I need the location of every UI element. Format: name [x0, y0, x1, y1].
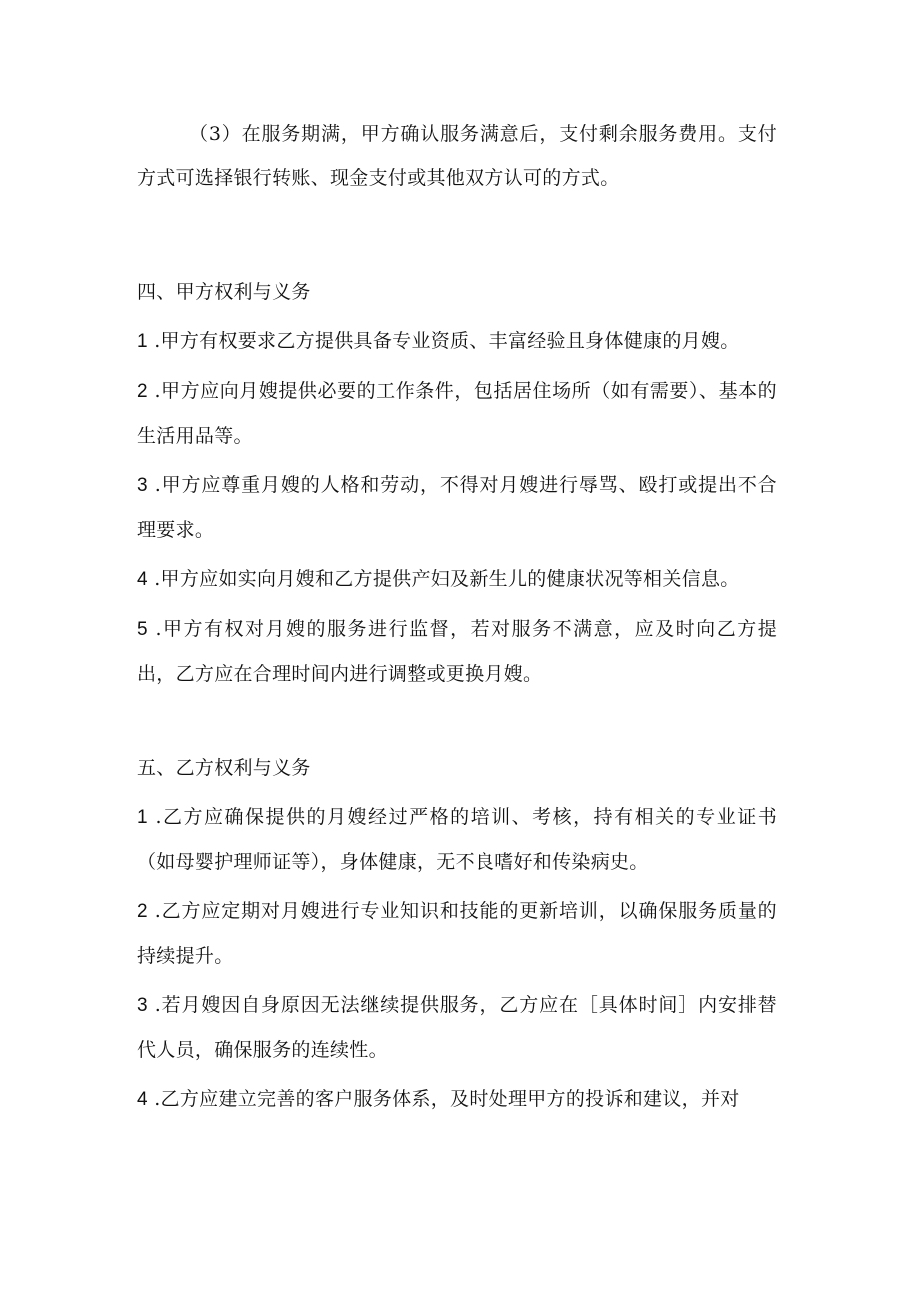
party-a-clause-1: [137, 319, 777, 364]
section-heading-party-a-rights: 四、甲方权利与义务: [137, 281, 311, 303]
clause-number: 4: [137, 1089, 148, 1110]
party-b-clause-2: [137, 889, 777, 978]
clause-number: 1: [137, 331, 148, 352]
document-body: [137, 112, 777, 1122]
clause-text: .若月嫂因自身原因无法继续提供服务，乙方应在［具体时间］内安排替代人员，确保服务的连续性。: [137, 994, 777, 1061]
clause-number: 2: [137, 901, 148, 922]
clause-number: 5: [137, 619, 148, 640]
clause-number: 3: [137, 475, 148, 496]
clause-text: .乙方应定期对月嫂进行专业知识和技能的更新培训，以确保服务质量的持续提升。: [137, 900, 777, 967]
clause-text: .乙方应建立完善的客户服务体系，及时处理甲方的投诉和建议，并对: [154, 1088, 740, 1110]
clause-text: .甲方应向月嫂提供必要的工作条件，包括居住场所（如有需要）、基本的生活用品等。: [137, 380, 777, 447]
clause-text: .乙方应确保提供的月嫂经过严格的培训、考核，持有相关的专业证书（如母婴护理师证等），身体健康，无不良嗜好和传染病史。: [137, 806, 778, 873]
party-a-clause-2: [137, 369, 777, 458]
party-b-clause-3: [137, 983, 777, 1072]
payment-clause-paragraph: （3）在服务期满，甲方确认服务满意后，支付剩余服务费用。支付方式可选择银行转账、现金支付或其他双方认可的方式。: [137, 123, 777, 189]
party-a-clause-5: [137, 607, 777, 696]
clause-text: .甲方应如实向月嫂和乙方提供产妇及新生儿的健康状况等相关信息。: [154, 568, 740, 590]
clause-number: 1: [137, 807, 148, 828]
party-b-clause-4: [137, 1077, 777, 1122]
party-a-clause-3: [137, 463, 777, 552]
party-a-clause-4: [137, 557, 777, 602]
clause-number: 4: [137, 569, 148, 590]
clause-text: .甲方应尊重月嫂的人格和劳动，不得对月嫂进行辱骂、殴打或提出不合理要求。: [137, 474, 777, 541]
clause-text: .甲方有权对月嫂的服务进行监督，若对服务不满意，应及时向乙方提出，乙方应在合理时间内进行调整或更换月嫂。: [137, 618, 778, 685]
clause-number: 3: [137, 995, 148, 1016]
section-heading-party-b-rights: 五、乙方权利与义务: [137, 757, 311, 779]
clause-text: .甲方有权要求乙方提供具备专业资质、丰富经验且身体健康的月嫂。: [154, 330, 740, 352]
clause-number: 2: [137, 381, 148, 402]
party-b-clause-1: [137, 795, 777, 884]
